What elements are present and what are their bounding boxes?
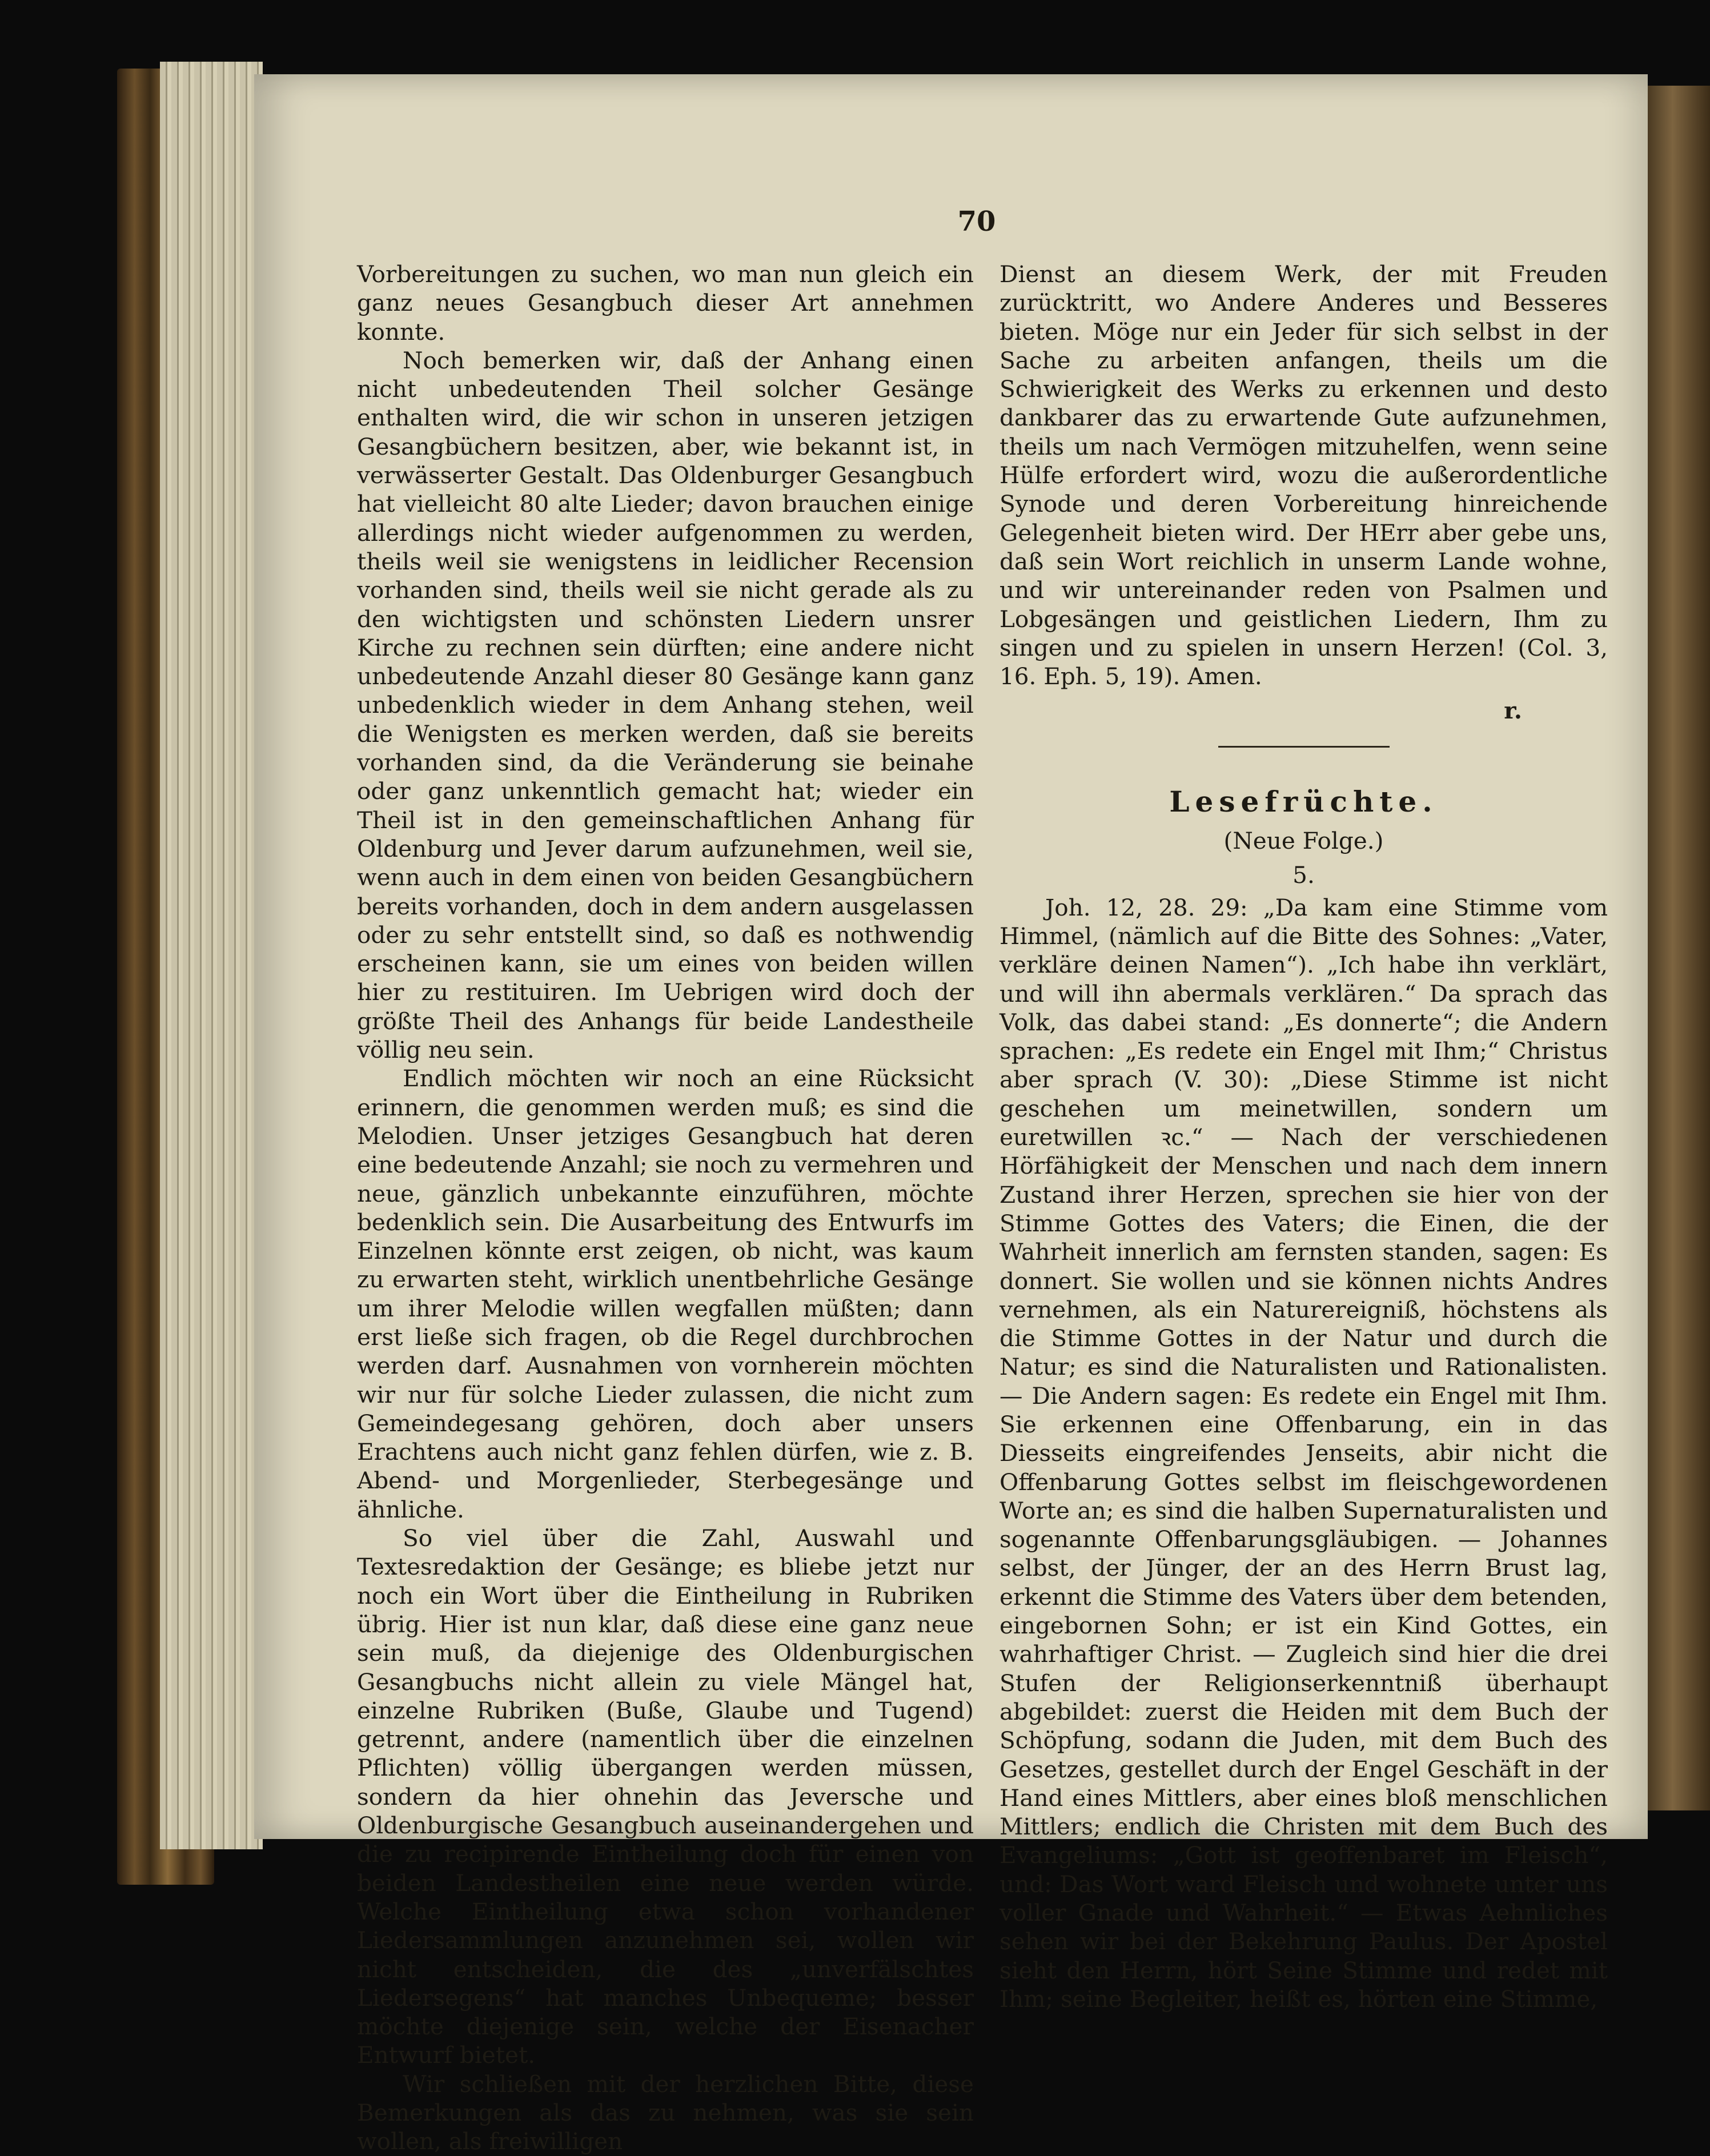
book-cover-right — [1648, 86, 1710, 1810]
paragraph: Noch bemerken wir, daß der Anhang einen nicht unbedeutenden Theil solcher Gesänge enthalten wird, die wir schon in unseren jetzigen Gesangbüchern besitzen, aber, wie bekannt ist, in verwässerter Gestalt. Das Oldenburger Gesangbuch hat vielleicht 80 alte Lieder; davon brauchen einige allerdings nicht wieder aufgenommen zu werden, theils weil sie wenigstens in leidlicher Recension vorhanden sind, theils weil sie nicht gerade als zu den wichtigsten und schönsten Liedern unsrer Kirche zu rechnen sein dürften; eine andere nicht unbedeutende Anzahl dieser 80 Gesänge kann ganz unbedenklich wieder in dem Anhang stehen, weil die Wenigsten es merken werden, daß sie bereits vorhanden sind, da die Veränderung sie beinahe oder ganz unkenntlich gemacht hat; wieder ein Theil ist in den gemeinschaftlichen Anhang für Oldenburg und Jever darum aufzunehmen, weil sie, wenn auch in dem einen von beiden Gesangbüchern bereits vorhanden, doch in dem andern ausgelassen oder zu sehr entstellt sind, so daß es nothwendig erscheinen kann, sie um eines von beiden willen hier zu restituiren. Im Uebrigen wird doch der größte Theil des Anhangs für beide Landestheile völlig neu sein. — [357, 346, 974, 1064]
paragraph: Wir schließen mit der herzlichen Bitte, diese Bemerkungen als das zu nehmen, was sie sein wollen, als freiwilligen — [357, 2070, 974, 2155]
page-edges — [160, 62, 263, 1849]
paragraph-continuation: Dienst an diesem Werk, der mit Freuden zurücktritt, wo Andere Anderes und Besseres bieten. Möge nur ein Jeder für sich selbst in der Sache zu arbeiten anfangen, theils um die Schwierigkeit des Werks zu erkennen und desto dankbarer das zu erwartende Gute aufzunehmen, theils um nach Vermögen mitzuhelfen, wenn seine Hülfe erfordert wird, wozu die außerordentliche Synode und deren Vorbereitung hinreichende Gelegenheit bieten wird. Der HErr aber gebe uns, daß sein Wort reichlich in unserm Lande wohne, und wir untereinander reden von Psalmen und Lobgesängen und geistlichen Liedern, Ihm zu singen und zu spielen in unsern Herzen! (Col. 3, 16. Eph. 5, 19). Amen. — [999, 260, 1608, 690]
section-subheading: (Neue Folge.) — [1223, 827, 1384, 855]
section-number: 5. — [1292, 861, 1315, 889]
paragraph: Endlich möchten wir noch an eine Rücksicht erinnern, die genommen werden muß; es sind die Melodien. Unser jetziges Gesangbuch hat deren eine bedeutende Anzahl; sie noch zu vermehren und neue, gänzlich unbekannte einzuführen, möchte bedenklich sein. Die Ausarbeitung des Entwurfs im Einzelnen könnte erst zeigen, ob nicht, was kaum zu erwarten steht, wirklich unentbehrliche Gesänge um ihrer Melodie willen wegfallen müßten; dann erst ließe sich fragen, ob die Regel durchbrochen werden darf. Ausnahmen von vornherein möchten wir nur für solche Lieder zulassen, die nicht zum Gemeindegesang gehören, doch aber unsers Erachtens auch nicht ganz fehlen dürfen, wie z. B. Abend- und Morgenlieder, Sterbegesänge und ähnliche. — [357, 1065, 974, 1523]
paragraph: Joh. 12, 28. 29: „Da kam eine Stimme vom Himmel, (nämlich auf die Bitte des Sohnes: „Vater, verkläre deinen Namen“). „Ich habe ihn verklärt, und will ihn abermals verklären.“ Da sprach das Volk, das dabei stand: „Es donnerte“; die Andern sprachen: „Es redete ein Engel mit Ihm;“ Christus aber sprach (V. 30): „Diese Stimme ist nicht geschehen um meinetwillen, sondern um euretwillen ꝛc.“ — Nach der verschiedenen Hörfähigkeit der Menschen und nach dem innern Zustand ihrer Herzen, sprechen sie hier von der Stimme Gottes des Vaters; die Einen, die der Wahrheit innerlich am fernsten standen, sagen: Es donnert. Sie wollen und sie können nichts Andres vernehmen, als ein Naturereigniß, höchstens als die Stimme Gottes in der Natur und durch die Natur; es sind die Naturalisten und Rationalisten. — Die Andern sagen: Es redete ein Engel mit Ihm. Sie erkennen eine Offenbarung, ein in das Diesseits eingreifendes Jenseits, abir nicht die Offenbarung Gottes selbst im fleischgewordenen Worte an; es sind die halben Supernaturalisten und sogenannte Offenbarungsgläubigen. — Johannes selbst, der Jünger, der an des Herrn Brust lag, erkennt die Stimme des Vaters über dem betenden, eingebornen Sohn; er ist ein Kind Gottes, ein wahrhaftiger Christ. — Zugleich sind hier die drei Stufen der Religionserkenntniß überhaupt abgebildet: zuerst die Heiden mit dem Buch der Schöpfung, sodann die Juden, mit dem Buch des Gesetzes, gestellet durch der Engel Geschäft in der Hand eines Mittlers, aber eines bloß menschlichen Mittlers; endlich die Christen mit dem Buch des Evangeliums: „Gott ist geoffenbaret im Fleisch“, und: Das Wort ward Fleisch und wohnete unter uns voller Gnade und Wahrheit.“ — Etwas Aehnliches sehen wir bei der Bekehrung Paulus. Der Apostel sieht den Herrn, hört Seine Stimme und redet mit Ihm; seine Begleiter, heißt es, hörten eine Stimme, — [999, 893, 1608, 2013]
right-column — [999, 260, 1608, 2013]
section-divider — [1218, 746, 1390, 748]
section-heading: Lesefrüchte. — [1169, 784, 1438, 818]
signature: r. — [1504, 697, 1522, 725]
left-column — [357, 260, 974, 2156]
page-number: 70 — [957, 206, 996, 238]
paragraph: So viel über die Zahl, Auswahl und Textesredaktion der Gesänge; es bliebe jetzt nur noch ein Wort über die Eintheilung in Rubriken übrig. Hier ist nun klar, daß diese eine ganz neue sein muß, da diejenige des Oldenburgischen Gesangbuchs nicht allein zu viele Mängel hat, einzelne Rubriken (Buße, Glaube und Tugend) getrennt, andere (namentlich über die einzelnen Pflichten) völlig übergangen werden müssen, sondern da hier ohnehin das Jeversche und Oldenburgische Gesangbuch auseinandergehen und die zu recipirende Eintheilung doch für einen von beiden Landestheilen eine neue werden würde. Welche Eintheilung etwa schon vorhandener Liedersammlungen anzunehmen sei, wollen wir nicht entscheiden, die des „unverfälschtes Liedersegens“ hat manches Unbequeme; besser möchte diejenige sein, welche der Eisenacher Entwurf bietet. — [357, 1524, 974, 2069]
paragraph: Vorbereitungen zu suchen, wo man nun gleich ein ganz neues Gesangbuch dieser Art annehmen konnte. — [357, 260, 974, 346]
